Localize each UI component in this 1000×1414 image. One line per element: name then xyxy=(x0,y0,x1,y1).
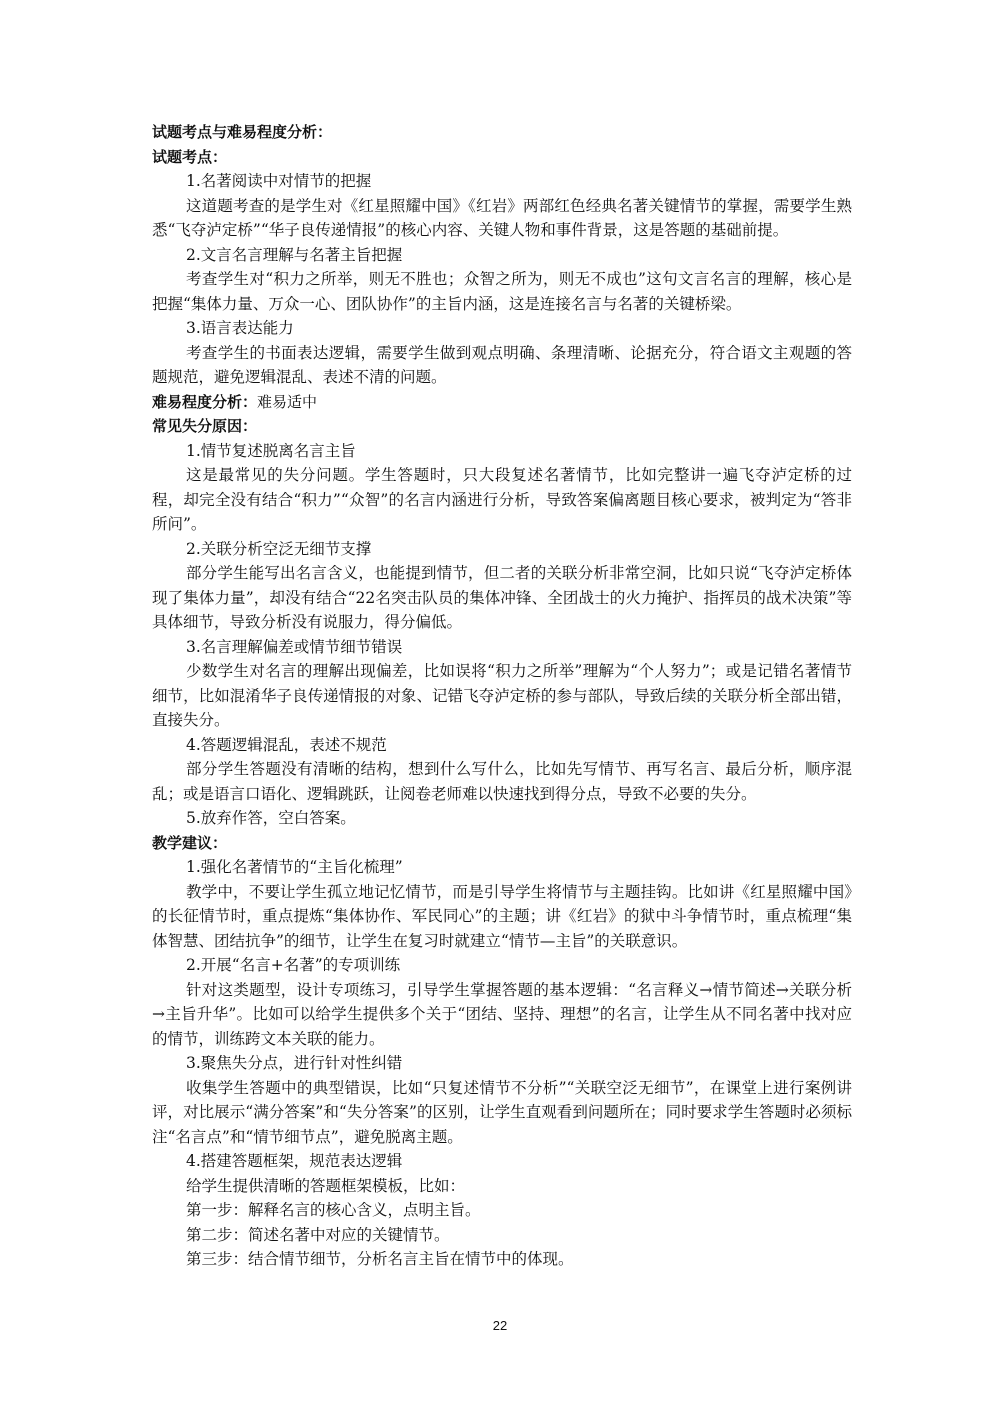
kaodian-heading: 试题考点： xyxy=(152,147,228,166)
difficulty-value: 难易适中 xyxy=(257,392,318,411)
document-page xyxy=(152,120,852,1272)
error-item-text: 这是最常见的失分问题。学生答题时，只大段复述名著情节，比如完整讲一遍飞夺泸定桥的过程，却完全没有结合“积力”“众智”的名言内涵进行分析，导致答案偏离题目核心要求，被判定为“答非所问”。 xyxy=(152,466,852,533)
section-title: 试题考点与难易程度分析： xyxy=(152,123,333,141)
suggest-item-title: 3.聚焦失分点，进行针对性纠错 xyxy=(186,1054,403,1072)
error-item-title: 1.情节复述脱离名言主旨 xyxy=(186,441,356,460)
error-item-text: 部分学生能写出名言含义，也能提到情节，但二者的关联分析非常空洞，比如只说“飞夺泸定桥体现了集体力量”，却没有结合“22名突击队员的集体冲锋、全团战士的火力掩护、指挥员的战术决策”等具体细节，导致分析没有说服力，得分偏低。 xyxy=(152,564,852,631)
kaodian-item-text: 考查学生的书面表达逻辑，需要学生做到观点明确、条理清晰、论据充分，符合语文主观题的答题规范，避免逻辑混乱、表述不清的问题。 xyxy=(152,343,852,386)
framework-step: 第二步：简述名著中对应的关键情节。 xyxy=(186,1225,450,1244)
suggest-item-title: 1.强化名著情节的“主旨化梳理” xyxy=(186,858,403,876)
suggest-item-text: 针对这类题型，设计专项练习，引导学生掌握答题的基本逻辑：“名言释义→情节简述→关联分析→主旨升华”。比如可以给学生提供多个关于“团结、坚持、理想”的名言，让学生从不同名著中找对应的情节，训练跨文本关联的能力。 xyxy=(152,980,852,1048)
kaodian-item-text: 考查学生对“积力之所举，则无不胜也；众智之所为，则无不成也”这句文言名言的理解，核心是把握“集体力量、万众一心、团队协作”的主旨内涵，这是连接名言与名著的关键桥梁。 xyxy=(152,270,852,313)
kaodian-item-text: 这道题考查的是学生对《红星照耀中国》《红岩》两部红色经典名著关键情节的掌握，需要学生熟悉“飞夺泸定桥”“华子良传递情报”的核心内容、关键人物和事件背景，这是答题的基础前提。 xyxy=(152,196,852,239)
suggest-item-text: 收集学生答题中的典型错误，比如“只复述情节不分析”“关联空泛无细节”，在课堂上进行案例讲评，对比展示“满分答案”和“失分答案”的区别，让学生直观看到问题所在；同时要求学生答题时必须标注“名言点”和“情节细节点”，避免脱离主题。 xyxy=(152,1078,852,1146)
difficulty-line xyxy=(152,390,852,415)
suggest-item-text: 给学生提供清晰的答题框架模板，比如： xyxy=(186,1176,466,1195)
error-item-text: 少数学生对名言的理解出现偏差，比如误将“积力之所举”理解为“个人努力”；或是记错名著情节细节，比如混淆华子良传递情报的对象、记错飞夺泸定桥的参与部队，导致后续的关联分析全部出错，直接失分。 xyxy=(152,662,852,729)
error-item-title: 5.放弃作答，空白答案。 xyxy=(186,809,356,827)
suggest-heading: 教学建议： xyxy=(152,833,228,852)
error-item-title: 4.答题逻辑混乱，表述不规范 xyxy=(186,735,387,754)
error-item-text: 部分学生答题没有清晰的结构，想到什么写什么，比如先写情节、再写名言、最后分析，顺序混乱；或是语言口语化、逻辑跳跃，让阅卷老师难以快速找到得分点，导致不必要的失分。 xyxy=(152,760,852,803)
framework-step: 第三步：结合情节细节，分析名言主旨在情节中的体现。 xyxy=(186,1250,574,1268)
error-item-title: 3.名言理解偏差或情节细节错误 xyxy=(186,637,403,656)
framework-step: 第一步：解释名言的核心含义，点明主旨。 xyxy=(186,1201,481,1219)
suggest-item-text: 教学中，不要让学生孤立地记忆情节，而是引导学生将情节与主题挂钩。比如讲《红星照耀中国》的长征情节时，重点提炼“集体协作、军民同心”的主题；讲《红岩》的狱中斗争情节时，重点梳理“集体智慧、团结抗争”的细节，让学生在复习时就建立“情节—主旨”的关联意识。 xyxy=(152,882,852,950)
suggest-item-title: 4.搭建答题框架，规范表达逻辑 xyxy=(186,1152,403,1170)
page-number: 22 xyxy=(492,1318,508,1333)
errors-heading: 常见失分原因： xyxy=(152,417,258,435)
kaodian-item-title: 2.文言名言理解与名著主旨把握 xyxy=(186,245,403,264)
error-item-title: 2.关联分析空泛无细节支撑 xyxy=(186,539,372,558)
difficulty-heading: 难易程度分析： xyxy=(152,392,258,411)
kaodian-item-title: 1.名著阅读中对情节的把握 xyxy=(186,172,372,190)
suggest-item-title: 2.开展“名言+名著”的专项训练 xyxy=(186,956,401,974)
kaodian-item-title: 3.语言表达能力 xyxy=(186,319,294,337)
